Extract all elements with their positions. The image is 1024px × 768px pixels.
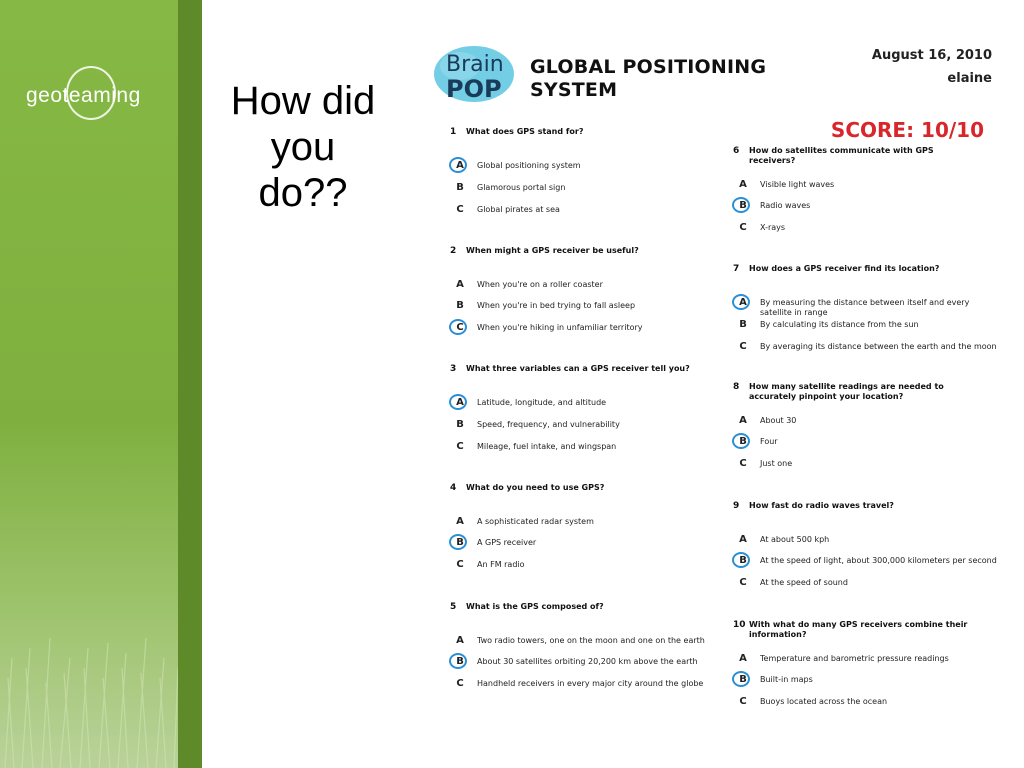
answer-letter: A [739,653,747,664]
question-text: How fast do radio waves travel? [749,501,894,510]
answer-text: At the speed of light, about 300,000 kilometers per second [760,556,997,565]
answer-letter: A [739,179,747,190]
answer-text: Two radio towers, one on the moon and one on the earth [477,636,705,645]
answer-letter: A [456,279,464,290]
question-number: 3 [450,364,457,374]
selected-answer-circle [732,671,750,687]
answer-text: Built-in maps [760,675,813,684]
answer-text: Visible light waves [760,180,835,189]
question-number: 2 [450,246,457,256]
selected-answer-circle [449,394,467,410]
answer-letter: B [456,182,464,193]
answer-text: By measuring the distance between itself and every satellite in range [760,298,970,317]
question-number: 9 [733,501,740,511]
selected-answer-circle [449,319,467,335]
question-text: When might a GPS receiver be useful? [466,246,639,255]
answer-letter: C [739,696,747,707]
brainpop-logo [430,40,526,106]
brainpop-logo-line1: Brain [446,52,504,77]
answer-letter: B [456,656,464,667]
brainpop-logo-line2: POP [446,75,502,103]
question-number: 10 [733,620,746,630]
answer-letter: C [456,441,464,452]
question-text: How do satellites communicate with GPS receivers? [749,146,934,165]
question-number: 8 [733,382,740,392]
answer-letter: A [739,415,747,426]
answer-letter: C [739,458,747,469]
answer-text: When you're in bed trying to fall asleep [477,301,636,310]
answer-letter: C [739,341,747,352]
sidebar [0,0,178,768]
answer-letter: B [739,436,747,447]
answer-text: Global positioning system [477,161,581,170]
question-text: How does a GPS receiver find its location? [749,264,940,273]
answer-text: Buoys located across the ocean [760,697,888,706]
selected-answer-circle [449,534,467,550]
answer-text: A GPS receiver [477,538,537,547]
quiz-title-line2: SYSTEM [530,79,618,101]
geoteaming-logo: geoteaming [26,84,141,107]
answer-letter: B [739,200,747,211]
question-number: 5 [450,602,457,612]
answer-letter: A [456,397,464,408]
answer-letter: A [456,635,464,646]
quiz-user: elaine [947,71,992,86]
answer-letter: B [739,555,747,566]
answer-text: Radio waves [760,201,811,210]
quiz-sheet [430,40,1002,730]
answer-text: Speed, frequency, and vulnerability [477,420,620,429]
slide-title-line: How did [230,79,376,123]
answer-letter: B [456,300,464,311]
answer-text: Mileage, fuel intake, and wingspan [477,442,617,451]
answer-text: By averaging its distance between the earth and the moon [760,342,997,351]
answer-text: About 30 [760,416,797,425]
question-text: What does GPS stand for? [466,127,584,136]
answer-letter: C [456,322,464,333]
sidebar-stripe [178,0,202,768]
answer-letter: A [456,160,464,171]
quiz-score: SCORE: 10/10 [830,118,984,142]
question-number: 6 [733,146,740,156]
answer-text: Global pirates at sea [477,205,560,214]
question-text: With what do many GPS receivers combine their information? [749,620,968,639]
answer-text: Handheld receivers in every major city around the globe [477,679,704,688]
answer-text: Just one [760,459,793,468]
answer-letter: B [739,674,747,685]
quiz-date: August 16, 2010 [871,48,992,63]
answer-text: A sophisticated radar system [477,517,594,526]
selected-answer-circle [449,157,467,173]
answer-text: An FM radio [477,560,525,569]
answer-letter: C [739,577,747,588]
selected-answer-circle [732,433,750,449]
slide-title-line: do?? [258,171,348,215]
answer-letter: C [456,559,464,570]
quiz-title-line1: GLOBAL POSITIONING [530,56,767,78]
answer-text: About 30 satellites orbiting 20,200 km above the earth [477,657,698,666]
question-text: What do you need to use GPS? [466,483,605,492]
answer-text: Temperature and barometric pressure readings [760,654,949,663]
question-number: 4 [450,483,457,493]
answer-letter: C [456,678,464,689]
answer-text: By calculating its distance from the sun [760,320,919,329]
answer-text: At about 500 kph [760,535,830,544]
selected-answer-circle [732,197,750,213]
answer-letter: A [456,516,464,527]
quiz-title [530,56,766,102]
grass-decoration [0,508,178,768]
answer-letter: B [739,319,747,330]
selected-answer-circle [732,552,750,568]
answer-text: Latitude, longitude, and altitude [477,398,607,407]
question-number: 1 [450,127,457,137]
selected-answer-circle [449,653,467,669]
question-text: How many satellite readings are needed to accurately pinpoint your location? [749,382,944,401]
answer-letter: B [456,537,464,548]
question-text: What three variables can a GPS receiver tell you? [466,364,690,373]
answer-letter: A [739,297,747,308]
answer-letter: C [456,204,464,215]
slide-title-line: you [270,125,336,169]
answer-letter: C [739,222,747,233]
answer-letter: A [739,534,747,545]
answer-text: X-rays [760,223,786,232]
selected-answer-circle [732,294,750,310]
answer-text: At the speed of sound [760,578,848,587]
question-number: 7 [733,264,740,274]
slide-title [208,78,398,216]
answer-text: Four [760,437,778,446]
answer-text: When you're hiking in unfamiliar territory [477,323,643,332]
answer-text: When you're on a roller coaster [477,280,603,289]
question-text: What is the GPS composed of? [466,602,604,611]
answer-text: Glamorous portal sign [477,183,566,192]
answer-letter: B [456,419,464,430]
